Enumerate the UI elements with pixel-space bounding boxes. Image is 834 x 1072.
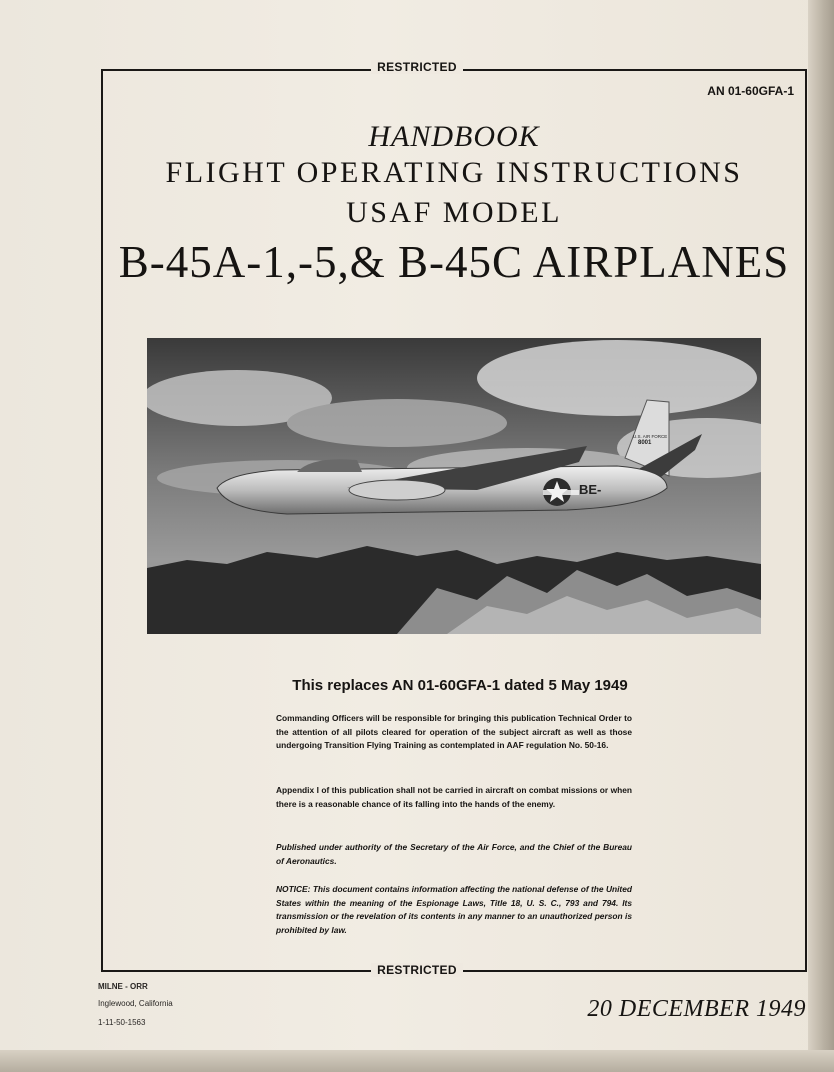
document-number: AN 01-60GFA-1 — [707, 84, 794, 98]
classification-banner-top — [0, 60, 834, 74]
paragraph-security-notice: NOTICE: This document contains information affecting the national defense of the United States within the meaning of the Espionage Laws, Title 18, U. S. C., 793 and 794. Its transmission or the revelation of its contents in any manner to an unauthorized person is prohibited by law. — [276, 884, 632, 935]
classification-label-top: RESTRICTED — [371, 60, 463, 74]
paragraph-commanding-officers: Commanding Officers will be responsible for bringing this publication Technical Order to the attention of all pilots cleared for operation of the subject aircraft as well as those undergoing Transition Flying Training as contemplated in AAF regulation No. 50-16. — [276, 713, 632, 750]
printer-name: MILNE - ORR — [98, 982, 148, 991]
printer-location: Inglewood, California — [98, 999, 173, 1008]
title-flight-operating-instructions: FLIGHT OPERATING INSTRUCTIONS — [165, 156, 743, 189]
classification-label-bottom: RESTRICTED — [371, 963, 463, 977]
classification-banner-bottom — [0, 963, 834, 977]
title-airplane-models: B-45A-1,-5,& B-45C AIRPLANES — [118, 237, 790, 287]
print-code: 1-11-50-1563 — [98, 1018, 146, 1027]
page-edge-bottom — [0, 1050, 834, 1072]
replaces-notice: This replaces AN 01-60GFA-1 dated 5 May 1949 — [292, 677, 628, 694]
title-usaf-model: USAF MODEL — [346, 196, 562, 229]
tail-number: 8001 — [638, 440, 652, 446]
paragraph-appendix: Appendix I of this publication shall not be carried in aircraft on combat missions or when there is a reasonable chance of its falling into the hands of the enemy. — [276, 785, 632, 809]
tail-text: U.S. AIR FORCE — [633, 434, 668, 439]
publication-date: 20 DECEMBER 1949 — [587, 996, 806, 1022]
aircraft-photo — [147, 338, 761, 634]
paragraph-authority: Published under authority of the Secretary of the Air Force, and the Chief of the Bureau of Aeronautics. — [276, 842, 632, 866]
title-handbook: HANDBOOK — [368, 120, 540, 153]
page-edge-right — [808, 0, 834, 1072]
fuselage-code: BE- — [579, 482, 602, 497]
